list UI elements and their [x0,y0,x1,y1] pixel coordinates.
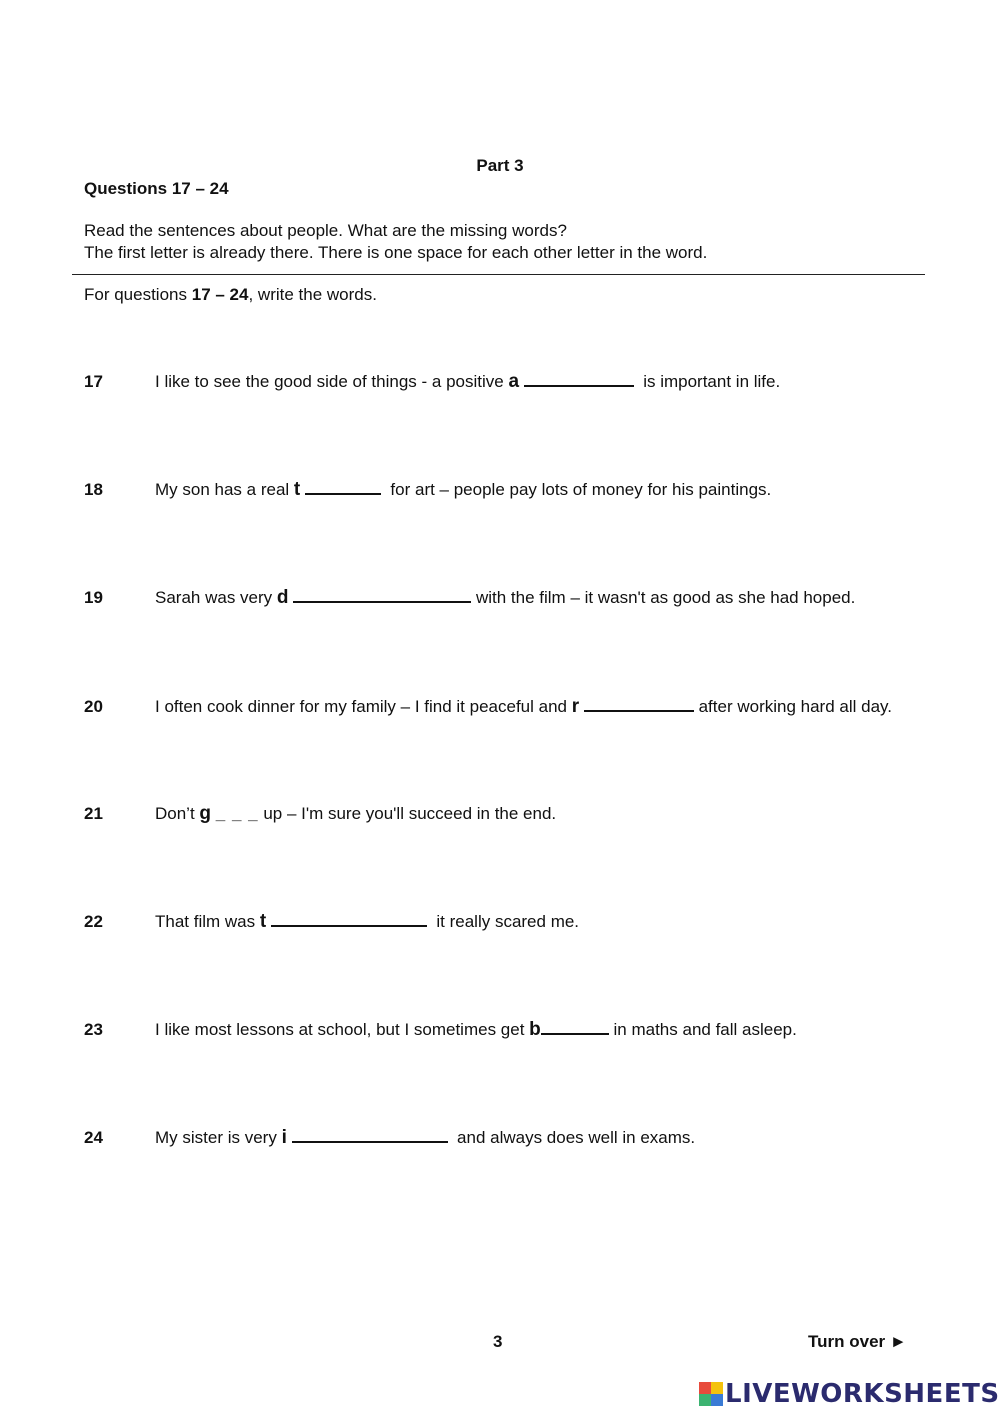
question-text-after: it really scared me. [436,912,580,931]
question-number: 23 [84,1020,103,1039]
question-text-after: up – I'm sure you'll succeed in the end. [263,804,557,823]
liveworksheets-logo [699,1378,1000,1410]
first-letter: t [293,479,301,500]
question-18 [84,479,924,500]
first-letter: d [276,587,289,608]
question-20 [84,696,924,717]
question-text-after: for art – people pay lots of money for his paintings. [390,480,772,499]
turn-over-label: Turn over ► [808,1332,907,1351]
question-text-before: Sarah was very [155,588,277,607]
task-range: 17 – 24 [191,285,249,304]
instructions [84,220,707,264]
question-19 [84,587,924,608]
question-number: 21 [84,804,103,823]
first-letter: i [281,1127,287,1148]
question-text-after: after working hard all day. [698,697,892,716]
question-number: 22 [84,912,103,931]
answer-blank[interactable] [293,587,471,603]
first-letter: b [529,1019,541,1040]
question-number: 19 [84,588,103,607]
answer-blank[interactable] [305,479,381,495]
answer-gaps[interactable]: _ _ _ [215,804,259,823]
logo-block [699,1382,711,1394]
question-text-after: in maths and fall asleep. [613,1020,797,1039]
question-number: 18 [84,480,103,499]
logo-block [711,1394,723,1406]
first-letter: r [571,696,580,717]
part-title: Part 3 [476,156,524,175]
first-letter: t [259,911,267,932]
question-17 [84,371,924,392]
answer-blank[interactable] [584,696,694,712]
question-text-after: with the film – it wasn't as good as she had hoped. [475,588,856,607]
first-letter: g [199,803,212,824]
logo-block [699,1394,711,1406]
logo-text: LIVEWORKSHEETS [725,1379,1000,1409]
answer-blank[interactable] [524,371,634,387]
question-text-before: My sister is very [155,1128,282,1147]
question-number: 20 [84,697,103,716]
question-24 [84,1127,924,1148]
question-text-before: I like most lessons at school, but I sometimes get [155,1020,530,1039]
divider [72,274,925,275]
question-23 [84,1019,924,1040]
questions-range: Questions 17 – 24 [84,179,229,198]
instructions-line-1: Read the sentences about people. What are the missing words? [84,221,567,240]
page-number: 3 [493,1332,503,1351]
task-suffix: , write the words. [248,285,377,304]
question-21 [84,803,924,824]
logo-block [711,1382,723,1394]
instructions-line-2: The first letter is already there. There is one space for each other letter in the word. [84,243,708,262]
question-text-before: I like to see the good side of things - a positive [155,372,509,391]
question-text-before: Don’t [155,804,200,823]
answer-blank[interactable] [541,1019,609,1035]
question-text-before: That film was [155,912,260,931]
question-number: 17 [84,372,103,391]
question-number: 24 [84,1128,103,1147]
question-text-before: My son has a real [155,480,294,499]
answer-blank[interactable] [292,1127,448,1143]
question-text-after: is important in life. [643,372,781,391]
answer-blank[interactable] [271,911,427,927]
logo-blocks-icon [699,1382,723,1406]
first-letter: a [508,371,520,392]
question-text-after: and always does well in exams. [457,1128,696,1147]
task-prefix: For questions [84,285,192,304]
task-instruction [84,285,377,305]
question-text-before: I often cook dinner for my family – I find it peaceful and [155,697,572,716]
question-22 [84,911,924,932]
